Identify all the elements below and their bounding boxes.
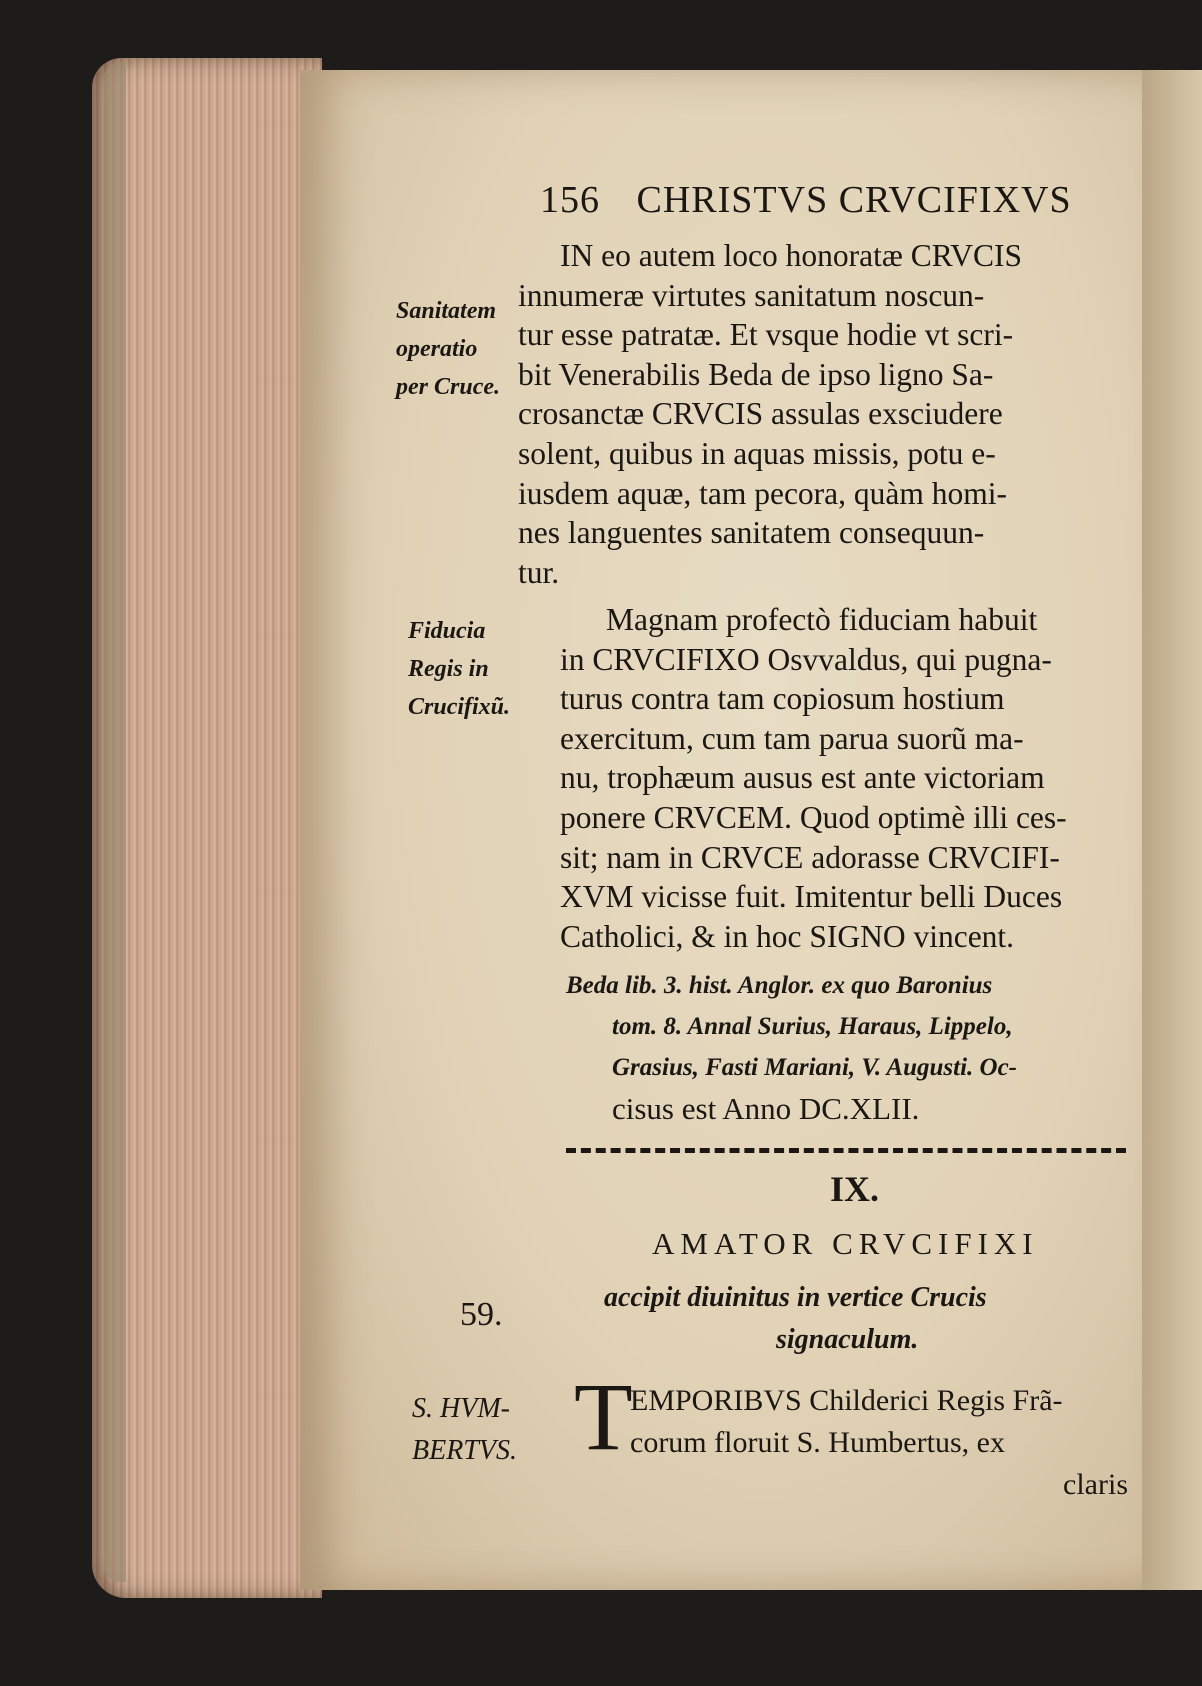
text-line: corum floruit S. Humbertus, ex	[630, 1426, 1005, 1459]
text-line: ponere CRVCEM. Quod optimè illi ces-	[560, 799, 1067, 835]
section-number: IX.	[830, 1169, 880, 1209]
running-header	[540, 178, 1072, 222]
citation-line: tom. 8. Annal Surius, Haraus, Lippelo,	[612, 1013, 1013, 1040]
citation-line: Beda lib. 3. hist. Anglor. ex quo Baronius	[566, 972, 993, 999]
text-line: bit Venerabilis Beda de ipso ligno Sa-	[518, 356, 994, 392]
text-line: tur esse patratæ. Et vsque hodie vt scri-	[518, 317, 1014, 353]
citation-block	[566, 965, 1126, 1129]
final-paragraph	[630, 1380, 1128, 1506]
text-line: nu, trophæum ausus est ante victoriam	[560, 760, 1045, 796]
margin-note-saint: S. HVM- BERTVS.	[412, 1393, 517, 1466]
section-subtitle-cont: signaculum.	[776, 1324, 919, 1355]
book-spine	[104, 62, 126, 1582]
text-line: turus contra tam copiosum hostium	[560, 681, 1005, 717]
drop-cap: T	[574, 1363, 633, 1470]
text-line: exercitum, cum tam parua suorũ ma-	[560, 720, 1024, 756]
text-line: in CRVCIFIXO Osvvaldus, qui pugna-	[560, 641, 1052, 677]
text-line: Catholici, & in hoc SIGNO vincent.	[560, 918, 1015, 954]
running-title: CHRISTVS CRVCIFIXVS	[636, 179, 1072, 221]
citation-line: cisus est Anno DC.XLII.	[612, 1091, 920, 1126]
text-line: nes languentes sanitatem consequun-	[518, 515, 985, 551]
margin-note-sanitatem: Sanitatem operatio per Cruce.	[396, 298, 500, 400]
text-line: EMPORIBVS Childerici Regis Frã-	[630, 1384, 1063, 1417]
side-number: 59.	[460, 1296, 503, 1333]
text-line: iusdem aquæ, tam pecora, quàm homi-	[518, 475, 1008, 511]
text-line: tur.	[518, 554, 560, 590]
text-line: crosanctæ CRVCIS assulas exsciudere	[518, 396, 1003, 432]
section-divider	[566, 1148, 1126, 1153]
page-number: 156	[540, 179, 600, 221]
section-title: AMATOR CRVCIFIXI	[652, 1226, 1039, 1261]
text-line: XVM vicisse fuit. Imitentur belli Duces	[560, 879, 1063, 915]
section-subtitle: accipit diuinitus in vertice Crucis	[604, 1282, 987, 1313]
text-line: IN eo autem loco honoratæ CRVCIS	[560, 238, 1023, 273]
citation-line: Grasius, Fasti Mariani, V. Augusti. Oc-	[612, 1054, 1017, 1081]
facing-page-edge	[1142, 70, 1202, 1590]
paragraph-2	[560, 600, 1128, 956]
margin-note-fiducia: Fiducia Regis in Crucifixũ.	[408, 618, 511, 720]
text-line: Magnam profectò fiduciam habuit	[606, 602, 1038, 637]
text-line: claris	[1063, 1468, 1128, 1501]
book-page-edges	[92, 58, 322, 1598]
text-line: innumeræ virtutes sanitatum noscun-	[518, 277, 985, 313]
text-line: solent, quibus in aquas missis, potu e-	[518, 435, 996, 471]
paragraph-1	[518, 236, 1128, 592]
text-line: sit; nam in CRVCE adorasse CRVCIFI-	[560, 839, 1060, 875]
